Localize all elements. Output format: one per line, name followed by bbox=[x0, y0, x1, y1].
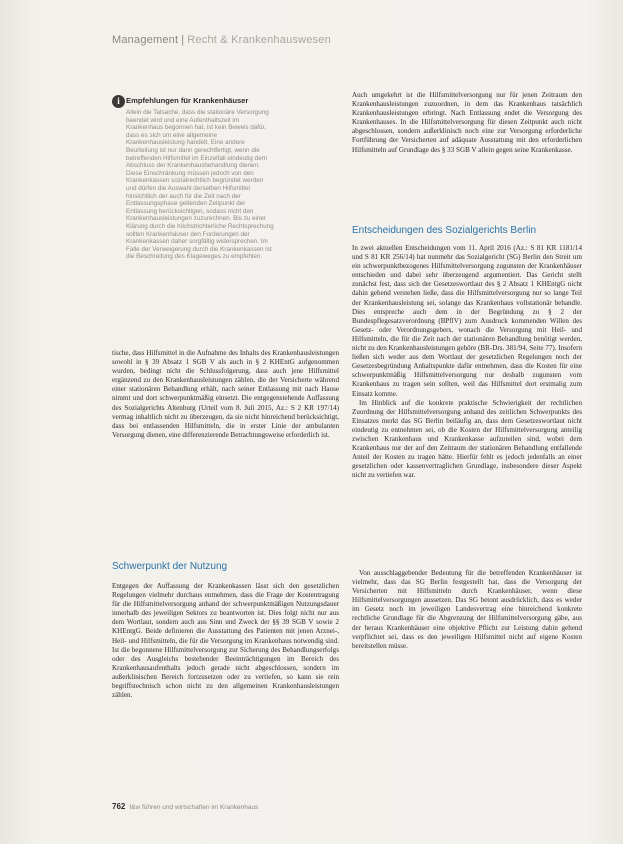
section-heading-schwerpunkt: Schwerpunkt der Nutzung bbox=[112, 561, 228, 572]
header-subsection: Recht & Krankenhauswesen bbox=[187, 34, 331, 46]
recommendation-box-text: Allein die Tatsache, dass die stationäre Versorgung beendet wird und eine Aufenthaltszeit im Krankenhaus begonnen hat, ist kein Beweis dafür, dass es sich um eine allgemeine Krankenhausleistung handelt. Eine andere Beurteilung ist nur dann gerechtfertigt, wenn die betreffenden Hilfsmittel im Einzelfall eindeutig dem Abschluss der Krankenhausbehandlung dienen. Diese Einschränkung müssen jedoch von den Krankenkassen sozialrechtlich begründet werden und dürfen die Auswahl derselben Hilfsmittel hinsichtlich der auch für die Zeit nach der Entlassungsphase geltenden Zeitpunkt der Entlassung berücksichtigen, sodass nicht den Krankenhausleistungen zuzurechnen. Bis zu einer Klärung durch die höchstrichterliche Rechtsprechung sollten Krankenhäuser den Forderungen der Krankenkassen daher sorgfältig widersprechen. Im Falle der Verweigerung durch die Krankenkassen ist die Beschreitung des Klageweges zu empfehlen. bbox=[126, 109, 274, 261]
recommendation-box bbox=[112, 95, 332, 343]
left-column-upper bbox=[112, 349, 339, 440]
right-column-upper bbox=[352, 91, 582, 155]
header-divider: | bbox=[181, 34, 185, 46]
section-heading-sozialgericht: Entscheidungen des Sozialgerichts Berlin bbox=[352, 225, 536, 236]
left-column-lower bbox=[112, 582, 339, 700]
page-number: 762 bbox=[112, 802, 126, 811]
paragraph: Im Hinblick auf die konkrete praktische Schwierigkeit der rechtlichen Zuordnung der Hilfsmittelversorgung anhand des zeitlichen Schwerpunkts des Einsatzes merkt das SG Berlin beiläufig an, dass dem Gesetzeswortlaut nicht eindeutig zu entnehmen sei, ob die Kosten der Hilfsmittelversorgung anteilig zwischen Krankenhaus und Krankenkasse aufzuteilen sind, wobei dem Krankenhaus nur der auf den Zeitraum der stationären Behandlung entfallende Anteil der Kosten zu tragen hätte. Hierfür fehlt es jedoch jedenfalls an einer gesetzlichen oder kassenvertraglichen Grundlage, insbesondere dieser Aspekt nicht zu vertiefen war. bbox=[352, 398, 582, 480]
paragraph: Auch umgekehrt ist die Hilfsmittelversorgung nur für jenen Zeitraum den Krankenhausleistungen zuzuordnen, in dem das Krankenhaus tatsächlich Krankenhausleistungen erbringt. Nach Entlassung endet die Versorgung des Krankenhauses. In die Hilfsmittelversorgung für diesen Zeitpunkt auch nicht abgeschlossen, sondern außerklinisch noch eine zur Versorgung erforderliche Fortführung der Versicherten auf adäquate Ausstattung mit den erforderlichen Hilfsmitteln auf Grundlage des § 33 SGB V allein gegen seine Krankenkasse. bbox=[352, 91, 582, 154]
info-icon: i bbox=[112, 95, 125, 108]
header-section: Management bbox=[112, 34, 179, 46]
journal-name: f&w führen und wirtschaften im Krankenhaus bbox=[129, 804, 259, 811]
recommendation-box-title: Empfehlungen für Krankenhäuser bbox=[126, 96, 249, 105]
paragraph: Von ausschlaggebender Bedeutung für die betreffenden Krankenhäuser ist vielmehr, dass das SG Berlin festgestellt hat, dass die Versorgung der Versicherten mit Hilfsmitteln durch Krankenhäuser, wenn diese Hilfsmittelversorgungen aussetzen. Das SG betont ausdrücklich, dass es weder im Gesetz noch im jeweiligen Landesvertrag eine hinreichend konkrete rechtliche Grundlage für die Abgrenzung der Hilfsmittelversorgung gäbe, aus der heraus Krankenhäuser eine objektive Pflicht zur Leistung dahin gehend verpflichtet sei, dass es den jeweiligen Hilfsmittel nicht auf eigene Kosten bereitstellen müsse. bbox=[352, 569, 582, 650]
right-column-middle bbox=[352, 244, 582, 480]
paragraph: tische, dass Hilfsmittel in die Aufnahme des Inhalts des Krankenhausleistungen sowohl in § 39 Absatz 1 SGB V als auch in § 2 KHEntG aufgenommen wurden, bedingt nicht die Schlussfolgerung, dass auch jene Hilfsmittel ergänzend zu den Krankenhausleistungen zählen, die der Versicherte während einer stationären Behandlung erhält, nach seiner Entlassung mit nach Hause nimmt und dort schwerpunktmäßig einsetzt. Die entgegenstehende Auffassung des Sozialgerichts Altenburg (Urteil vom 8. Juli 2015, Az.: S 2 KR 197/14) vermag inhaltlich nicht zu überzeugen, da sie nicht hinreichend berücksichtigt, dass bei entlassenden Hilfsmitteln, die in erster Linie der ambulanten Versorgung dienen, eine differenzierende Betrachtungsweise erforderlich ist. bbox=[112, 349, 339, 439]
page-footer bbox=[112, 802, 258, 811]
paragraph: Entgegen der Auffassung der Krankenkassen lässt sich den gesetzlichen Regelungen vielmehr durchaus entnehmen, dass die Frage der Kostentragung für die Hilfsmittelversorgung anhand der schwerpunktmäßigen Nutzungsdauer innerhalb des jeweiligen Sektors zu beantworten ist. Dies folgt nicht nur aus dem Wortlaut, sondern auch aus Sinn und Zweck der §§ 39 SGB V sowie 2 KHEntgG. Beide definieren die Ausstattung des Patienten mit jenen Arznei-, Heil- und Hilfsmitteln, die für die Versorgung im Krankenhaus notwendig sind. Ist die begonnene Hilfsmittelversorgung zur Sicherung des Behandlungserfolgs oder des Ausgleichs bestehender Beeinträchtigungen im Bereich des Krankenhausaufenthalts jedoch gerade nicht abgeschlossen, sondern im außerklinischen Bereich fortzusetzen oder zu vertiefen, so kann sie rein begriffstechnisch schon nicht zu den allgemeinen Krankenhausleistungen zählen. bbox=[112, 582, 339, 700]
right-column-lower bbox=[352, 569, 582, 651]
running-header bbox=[112, 34, 331, 46]
paragraph: In zwei aktuellen Entscheidungen vom 11. April 2016 (Az.: S 81 KR 1181/14 und S 81 KR 256/14) hat nunmehr das Sozialgericht (SG) Berlin den Streit um ein schwerpunktbezogenes Hilfsmittelversorgung zugunsten der Krankenhäuser entschieden und dabei sehr überzeugend argumentiert. Das Gericht stellt zunächst fest, dass sich der Gesetzeswortlaut des § 2 Absatz 1 KHEntgG nicht dahin gehend verstehen ließe, dass die Hilfsmittelversorgung nur so lange Teil der Krankenhausleistung sei, solange das Krankenhaus vollstationär behandle. Dies entspreche auch dem in der Begründung zu § 2 der Bundespflegesatzverordnung (BPflV) zum Ausdruck kommenden Willen des Gesetz- oder Verordnungsgebers, wonach die Versorgung mit Heil- und Hilfsmitteln, die für die Zeit nach der stationären Behandlung benötigt werden, nicht zu den Krankenhausleistungen gehöre (BR-Drs. 381/94, Seite 77). Insofern ließen sich weder aus dem Wortlaut der gesetzlichen Regelungen noch der Gesetzesbegründung Anhaltspunkte dafür entnehmen, dass die Kosten für eine schwerpunktmäßig Hilfsmittelversorgung nur deshalb zugunsten vom Krankenhaus zu tragen sein sollten, weil das Hilfsmittel dort erstmalig zum Einsatz komme. bbox=[352, 244, 582, 398]
